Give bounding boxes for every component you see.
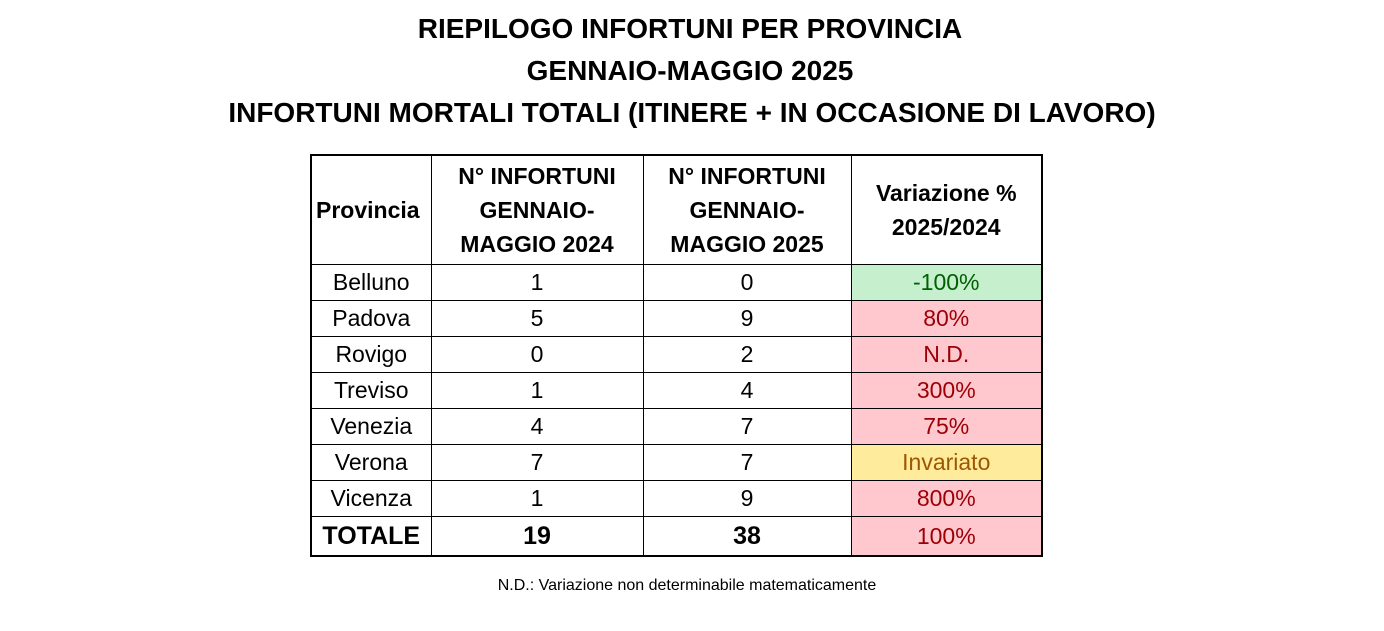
- header-variazione: [851, 155, 1042, 265]
- title-line-2: GENNAIO-MAGGIO 2025: [526, 55, 854, 86]
- cell-provincia: Verona: [311, 445, 431, 481]
- cell-2024: 4: [431, 409, 643, 445]
- cell-provincia: Rovigo: [311, 337, 431, 373]
- header-2025-line-3: MAGGIO 2025: [670, 231, 824, 257]
- cell-2025: 9: [643, 301, 851, 337]
- table-row: [311, 373, 1042, 409]
- table-row: [311, 409, 1042, 445]
- cell-variazione: 300%: [851, 373, 1042, 409]
- cell-provincia: Vicenza: [311, 481, 431, 517]
- cell-2025: 0: [643, 265, 851, 301]
- header-provincia: Provincia: [311, 155, 431, 265]
- cell-2025: 7: [643, 409, 851, 445]
- table-body: [311, 265, 1042, 557]
- header-2025-line-2: GENNAIO-: [689, 197, 805, 223]
- table-header-row: [311, 155, 1042, 265]
- cell-2024: 5: [431, 301, 643, 337]
- cell-variazione: N.D.: [851, 337, 1042, 373]
- header-2024-line-2: GENNAIO-: [479, 197, 595, 223]
- header-2024-line-3: MAGGIO 2024: [460, 231, 614, 257]
- cell-variazione: 75%: [851, 409, 1042, 445]
- cell-2025: 4: [643, 373, 851, 409]
- cell-variazione: 800%: [851, 481, 1042, 517]
- table-row: [311, 445, 1042, 481]
- table-row: [311, 265, 1042, 301]
- cell-variazione: 80%: [851, 301, 1042, 337]
- cell-2025: 7: [643, 445, 851, 481]
- cell-provincia: Belluno: [311, 265, 431, 301]
- cell-provincia: Treviso: [311, 373, 431, 409]
- cell-variazione: Invariato: [851, 445, 1042, 481]
- cell-2025: 9: [643, 481, 851, 517]
- title-line-1: RIEPILOGO INFORTUNI PER PROVINCIA: [417, 13, 963, 44]
- total-label: TOTALE: [311, 517, 431, 557]
- footnote-text: N.D.: Variazione non determinabile matematicamente: [497, 577, 877, 594]
- total-row: [311, 517, 1042, 557]
- cell-2024: 1: [431, 481, 643, 517]
- table-row: [311, 337, 1042, 373]
- cell-variazione: -100%: [851, 265, 1042, 301]
- header-var-line-1: Variazione %: [875, 180, 1017, 206]
- cell-2025: 2: [643, 337, 851, 373]
- total-variazione: 100%: [851, 517, 1042, 557]
- cell-2024: 7: [431, 445, 643, 481]
- table-row: [311, 481, 1042, 517]
- cell-2024: 0: [431, 337, 643, 373]
- header-2024-line-1: N° INFORTUNI: [458, 163, 616, 189]
- cell-provincia: Padova: [311, 301, 431, 337]
- header-var-line-2: 2025/2024: [891, 214, 1001, 240]
- footnote: [0, 577, 1384, 595]
- cell-2024: 1: [431, 373, 643, 409]
- header-2025-line-1: N° INFORTUNI: [668, 163, 826, 189]
- table-row: [311, 301, 1042, 337]
- header-2024: [431, 155, 643, 265]
- cell-provincia: Venezia: [311, 409, 431, 445]
- header-2025: [643, 155, 851, 265]
- total-2025: 38: [643, 517, 851, 557]
- cell-2024: 1: [431, 265, 643, 301]
- injury-summary-table: [310, 154, 1043, 557]
- report-title: [0, 8, 1384, 134]
- total-2024: 19: [431, 517, 643, 557]
- title-line-3: INFORTUNI MORTALI TOTALI (ITINERE + IN OCCASIONE DI LAVORO): [228, 97, 1156, 128]
